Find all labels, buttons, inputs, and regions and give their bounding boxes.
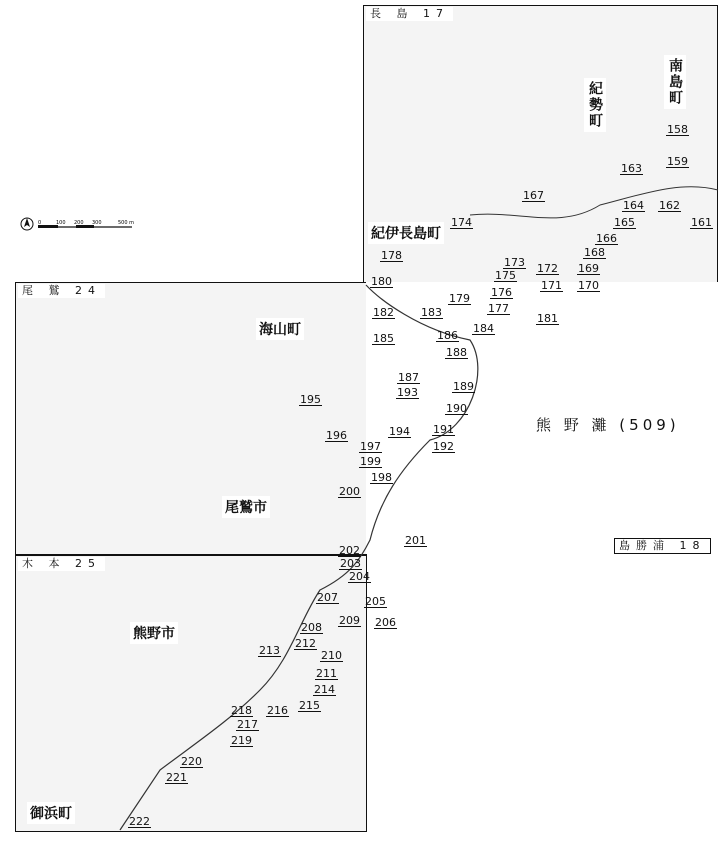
site-211: 211 [316, 667, 337, 680]
town-owase: 尾鷲市 [222, 496, 270, 518]
site-218: 218 [231, 704, 252, 717]
sheet-label-kimoto: 木 本 25 [18, 557, 105, 571]
sheet-label-owase: 尾 鷲 24 [18, 284, 105, 298]
site-166: 166 [596, 232, 617, 245]
site-163: 163 [621, 162, 642, 175]
site-192: 192 [433, 440, 454, 453]
scale-tick-100: 100 [56, 220, 66, 226]
site-176: 176 [491, 286, 512, 299]
scale-tick-200: 200 [74, 220, 84, 226]
site-170: 170 [578, 279, 599, 292]
site-212: 212 [295, 637, 316, 650]
site-206: 206 [375, 616, 396, 629]
site-189: 189 [453, 380, 474, 393]
site-208: 208 [301, 621, 322, 634]
site-180: 180 [371, 275, 392, 288]
scale-tick-500: 500 m [118, 220, 135, 226]
site-198: 198 [371, 471, 392, 484]
town-minamishima: 南島町 [664, 55, 686, 109]
site-174: 174 [451, 216, 472, 229]
site-173: 173 [504, 256, 525, 269]
town-kumano: 熊野市 [130, 622, 178, 644]
site-188: 188 [446, 346, 467, 359]
site-219: 219 [231, 734, 252, 747]
site-185: 185 [373, 332, 394, 345]
scale-tick-0: 0 [38, 220, 42, 226]
scale-tick-300: 300 [92, 220, 102, 226]
site-184: 184 [473, 322, 494, 335]
site-191: 191 [433, 423, 454, 436]
site-215: 215 [299, 699, 320, 712]
site-165: 165 [614, 216, 635, 229]
site-162: 162 [659, 199, 680, 212]
site-199: 199 [360, 455, 381, 468]
site-217: 217 [237, 718, 258, 731]
town-kiinagashima: 紀伊長島町 [368, 222, 444, 244]
town-mihama: 御浜町 [27, 802, 75, 824]
site-202: 202 [339, 544, 360, 557]
sheet-label-shimakatsuura: 島勝浦 18 [614, 538, 711, 554]
site-178: 178 [381, 249, 402, 262]
sea-name-label: 熊 野 灘 (509) [536, 416, 680, 434]
site-222: 222 [129, 815, 150, 828]
site-161: 161 [691, 216, 712, 229]
site-200: 200 [339, 485, 360, 498]
site-221: 221 [166, 771, 187, 784]
site-175: 175 [495, 269, 516, 282]
town-miyama: 海山町 [256, 318, 304, 340]
site-164: 164 [623, 199, 644, 212]
site-207: 207 [317, 591, 338, 604]
site-213: 213 [259, 644, 280, 657]
site-214: 214 [314, 683, 335, 696]
site-216: 216 [267, 704, 288, 717]
site-169: 169 [578, 262, 599, 275]
site-203: 203 [340, 557, 361, 570]
town-kisei: 紀勢町 [584, 78, 606, 132]
site-194: 194 [389, 425, 410, 438]
site-210: 210 [321, 649, 342, 662]
site-205: 205 [365, 595, 386, 608]
site-201: 201 [405, 534, 426, 547]
site-159: 159 [667, 155, 688, 168]
site-197: 197 [360, 440, 381, 453]
site-220: 220 [181, 755, 202, 768]
site-179: 179 [449, 292, 470, 305]
site-181: 181 [537, 312, 558, 325]
site-190: 190 [446, 402, 467, 415]
site-182: 182 [373, 306, 394, 319]
site-167: 167 [523, 189, 544, 202]
site-187: 187 [398, 371, 419, 384]
site-195: 195 [300, 393, 321, 406]
site-171: 171 [541, 279, 562, 292]
site-168: 168 [584, 246, 605, 259]
site-196: 196 [326, 429, 347, 442]
site-186: 186 [437, 329, 458, 342]
site-172: 172 [537, 262, 558, 275]
site-209: 209 [339, 614, 360, 627]
sheet-label-nagashima: 長 島 17 [366, 7, 453, 21]
site-177: 177 [488, 302, 509, 315]
site-193: 193 [397, 386, 418, 399]
site-158: 158 [667, 123, 688, 136]
site-204: 204 [349, 570, 370, 583]
site-183: 183 [421, 306, 442, 319]
